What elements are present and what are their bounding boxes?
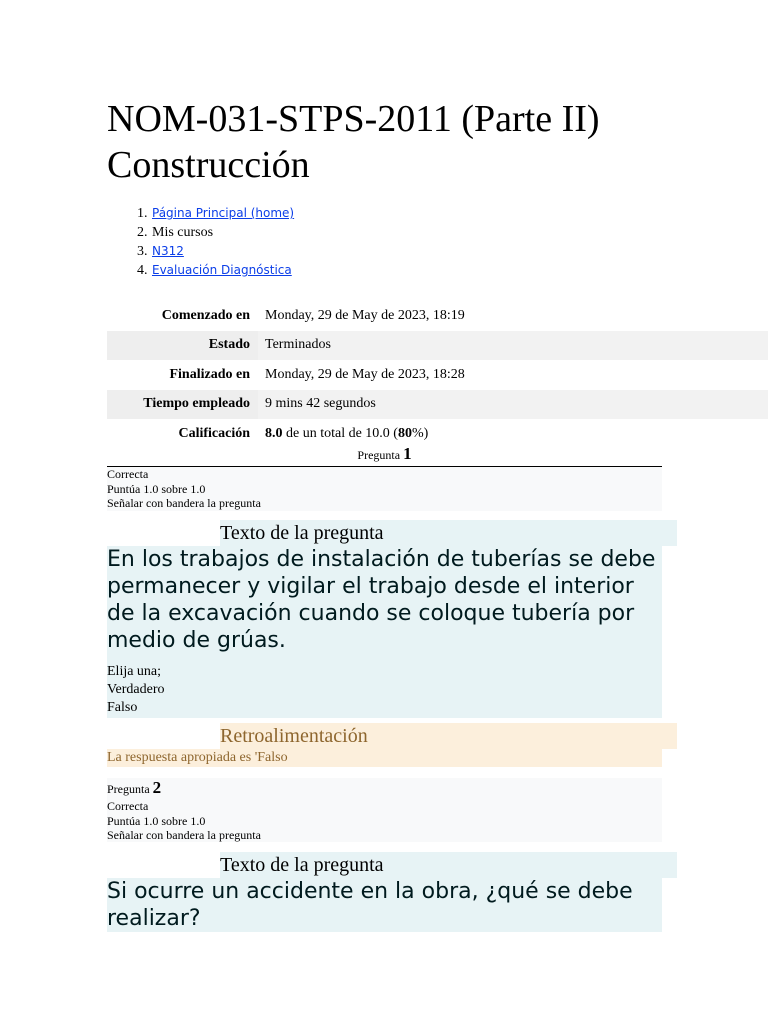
- grade-percent: 80: [397, 425, 412, 441]
- question-1-option-false[interactable]: Falso: [107, 700, 138, 715]
- state-label: Estado: [107, 331, 258, 361]
- started-label: Comenzado en: [161, 307, 250, 323]
- question-1-info: [107, 466, 662, 511]
- question-1-prompt: Elija una;: [107, 664, 162, 679]
- finished-label: Finalizado en: [169, 366, 250, 382]
- summary-row-state: [107, 331, 768, 361]
- breadcrumb: [107, 204, 294, 280]
- question-2-text-heading: Texto de la pregunta: [220, 852, 677, 878]
- question-2-status: Correcta: [107, 799, 149, 813]
- question-1-number: [107, 444, 662, 464]
- question-2-number: [107, 778, 662, 799]
- grade-score: 8.0: [265, 425, 283, 441]
- summary-row-time: [107, 390, 768, 420]
- question-2-text: Si ocurre un accidente en la obra, ¿qué se debe realizar?: [107, 879, 633, 931]
- question-2-info: [107, 778, 662, 842]
- summary-row-started: [107, 301, 768, 331]
- attempt-summary-table: [107, 301, 768, 449]
- question-1-mark: Puntúa 1.0 sobre 1.0: [107, 481, 206, 496]
- question-2-label: Pregunta: [107, 782, 150, 796]
- breadcrumb-item-quiz[interactable]: [151, 261, 294, 280]
- breadcrumb-item-course[interactable]: [151, 242, 294, 261]
- question-1-text-heading: Texto de la pregunta: [220, 520, 677, 546]
- grade-middle: de un total de 10.0 (: [282, 425, 398, 441]
- breadcrumb-link-home[interactable]: Página Principal (home): [152, 206, 295, 220]
- breadcrumb-link-course[interactable]: N312: [152, 244, 184, 258]
- question-1-label: Pregunta: [357, 448, 401, 462]
- time-label: Tiempo empleado: [107, 390, 258, 420]
- question-1-feedback-heading: Retroalimentación: [220, 723, 677, 749]
- state-value: Terminados: [258, 331, 768, 361]
- question-1-number-value: 1: [403, 444, 412, 463]
- question-2-mark: Puntúa 1.0 sobre 1.0: [107, 813, 206, 828]
- question-1-option-true[interactable]: Verdadero: [107, 682, 165, 697]
- question-1-flag-link[interactable]: Señalar con bandera la pregunta: [107, 496, 261, 510]
- question-2-flag-link[interactable]: Señalar con bandera la pregunta: [107, 828, 261, 842]
- grade-label: Calificación: [178, 425, 250, 441]
- page-title: NOM-031-STPS-2011 (Parte II) Construcción: [107, 98, 600, 186]
- question-1-content: [107, 546, 662, 718]
- finished-value: Monday, 29 de May de 2023, 18:28: [265, 366, 465, 382]
- time-value: 9 mins 42 segundos: [258, 390, 768, 420]
- question-1-feedback: La respuesta apropiada es 'Falso: [107, 749, 662, 767]
- grade-suffix: %): [411, 425, 429, 441]
- breadcrumb-link-quiz[interactable]: Evaluación Diagnóstica: [152, 263, 292, 277]
- summary-row-finished: [107, 360, 768, 390]
- breadcrumb-item-home[interactable]: [151, 204, 294, 223]
- question-2-number-value: 2: [152, 778, 162, 797]
- question-1-answers: [107, 663, 662, 717]
- question-1-status: Correcta: [107, 467, 149, 481]
- breadcrumb-item-my-courses: 2. Mis cursos: [151, 223, 294, 242]
- question-1-text: En los trabajos de instalación de tuberías se debe permanecer y vigilar el trabajo desde el interior de la excavación cuando se coloque tubería por medio de grúas.: [107, 547, 656, 653]
- started-value: Monday, 29 de May de 2023, 18:19: [265, 307, 465, 323]
- question-2-content: [107, 878, 662, 932]
